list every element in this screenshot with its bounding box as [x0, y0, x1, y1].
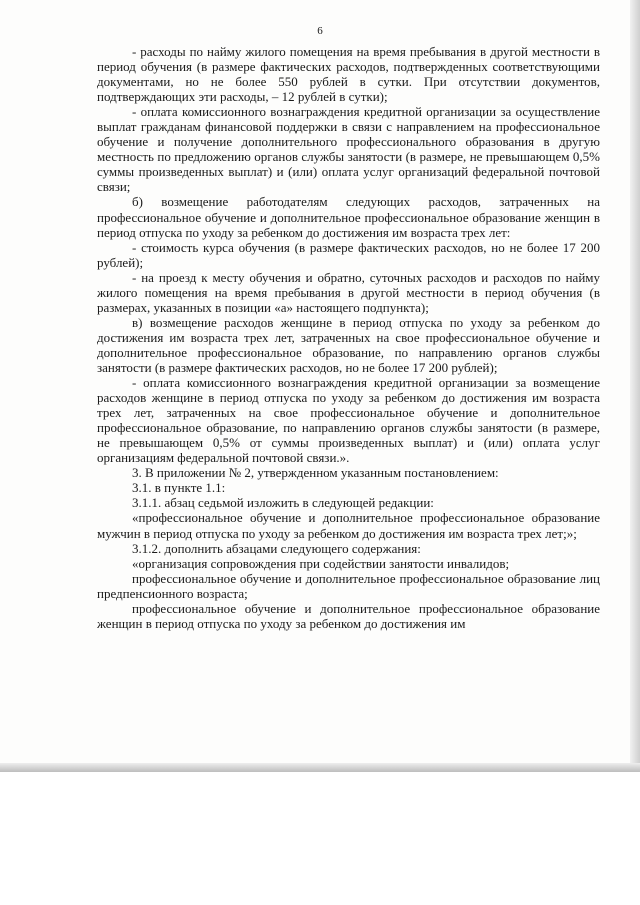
- paragraph: б) возмещение работодателям следующих расходов, затраченных на профессиональное обучение и дополнительное профессиональное образование женщин в период отпуска по уходу за ребенком до достижения им возраста трех лет:: [97, 194, 600, 240]
- page-number: 6: [317, 25, 323, 37]
- paragraph: 3.1.1. абзац седьмой изложить в следующей редакции:: [132, 495, 434, 511]
- document-body: [97, 44, 600, 631]
- paragraph: «профессиональное обучение и дополнительное профессиональное образование мужчин в период отпуска по уходу за ребенком до достижения им возраста трех лет;»;: [97, 510, 600, 541]
- paragraph: 3.1. в пункте 1.1:: [132, 480, 226, 496]
- paragraph: - на проезд к месту обучения и обратно, суточных расходов и расходов по найму жилого помещения на время пребывания в другой местности в период обучения (в размерах, указанных в позиции «а» настоящего подпункта);: [97, 269, 600, 315]
- paragraph: профессиональное обучение и дополнительное профессиональное образование лиц предпенсионного возраста;: [97, 570, 600, 601]
- paragraph: - оплата комиссионного вознаграждения кредитной организации за возмещение расходов женщине в период отпуска по уходу за ребенком до достижения им возраста трех лет, затраченных на свое профессиональное обучение и дополнительное профессиональное образование, по направлению органов службы занятости (в размере, не превышающем 0,5% от суммы произведенных выплат) и (или) оплата услуг организациям федеральной почтовой связи.».: [97, 375, 600, 466]
- page-edge-shadow: [630, 0, 640, 772]
- paragraph: - стоимость курса обучения (в размере фактических расходов, но не более 17 200 рублей);: [97, 239, 600, 270]
- blank-background: [0, 772, 640, 905]
- paragraph: «организация сопровождения при содействии занятости инвалидов;: [132, 555, 510, 571]
- paragraph: 3.1.2. дополнить абзацами следующего содержания:: [132, 540, 421, 556]
- paragraph: - расходы по найму жилого помещения на время пребывания в другой местности в период обучения (в размере фактических расходов, подтвержденных соответствующими документами, но не более 550 рублей в сутки. При отсутствии документов, подтверждающих эти расходы, – 12 рублей в сутки);: [97, 44, 600, 105]
- paragraph: профессиональное обучение и дополнительное профессиональное образование женщин в период отпуска по уходу за ребенком до достижения им: [97, 600, 600, 631]
- page-bottom-shadow: [0, 763, 640, 772]
- paragraph: - оплата комиссионного вознаграждения кредитной организации за осуществление выплат гражданам финансовой поддержки в связи с направлением на профессиональное обучение и получение дополнительного профессионального образования в другую местность по предложению органов службы занятости (в размере, не превышающем 0,5% суммы произведенных выплат) и (или) оплата услуг организаций федеральной почтовой связи;: [97, 104, 600, 195]
- paragraph: в) возмещение расходов женщине в период отпуска по уходу за ребенком до достижения им возраста трех лет, затраченных на свое профессиональное обучение и дополнительное профессиональное образование, по направлению органов службы занятости (в размере фактических расходов, но не более 17 200 рублей);: [97, 314, 600, 375]
- paragraph: 3. В приложении № 2, утвержденном указанным постановлением:: [132, 465, 499, 481]
